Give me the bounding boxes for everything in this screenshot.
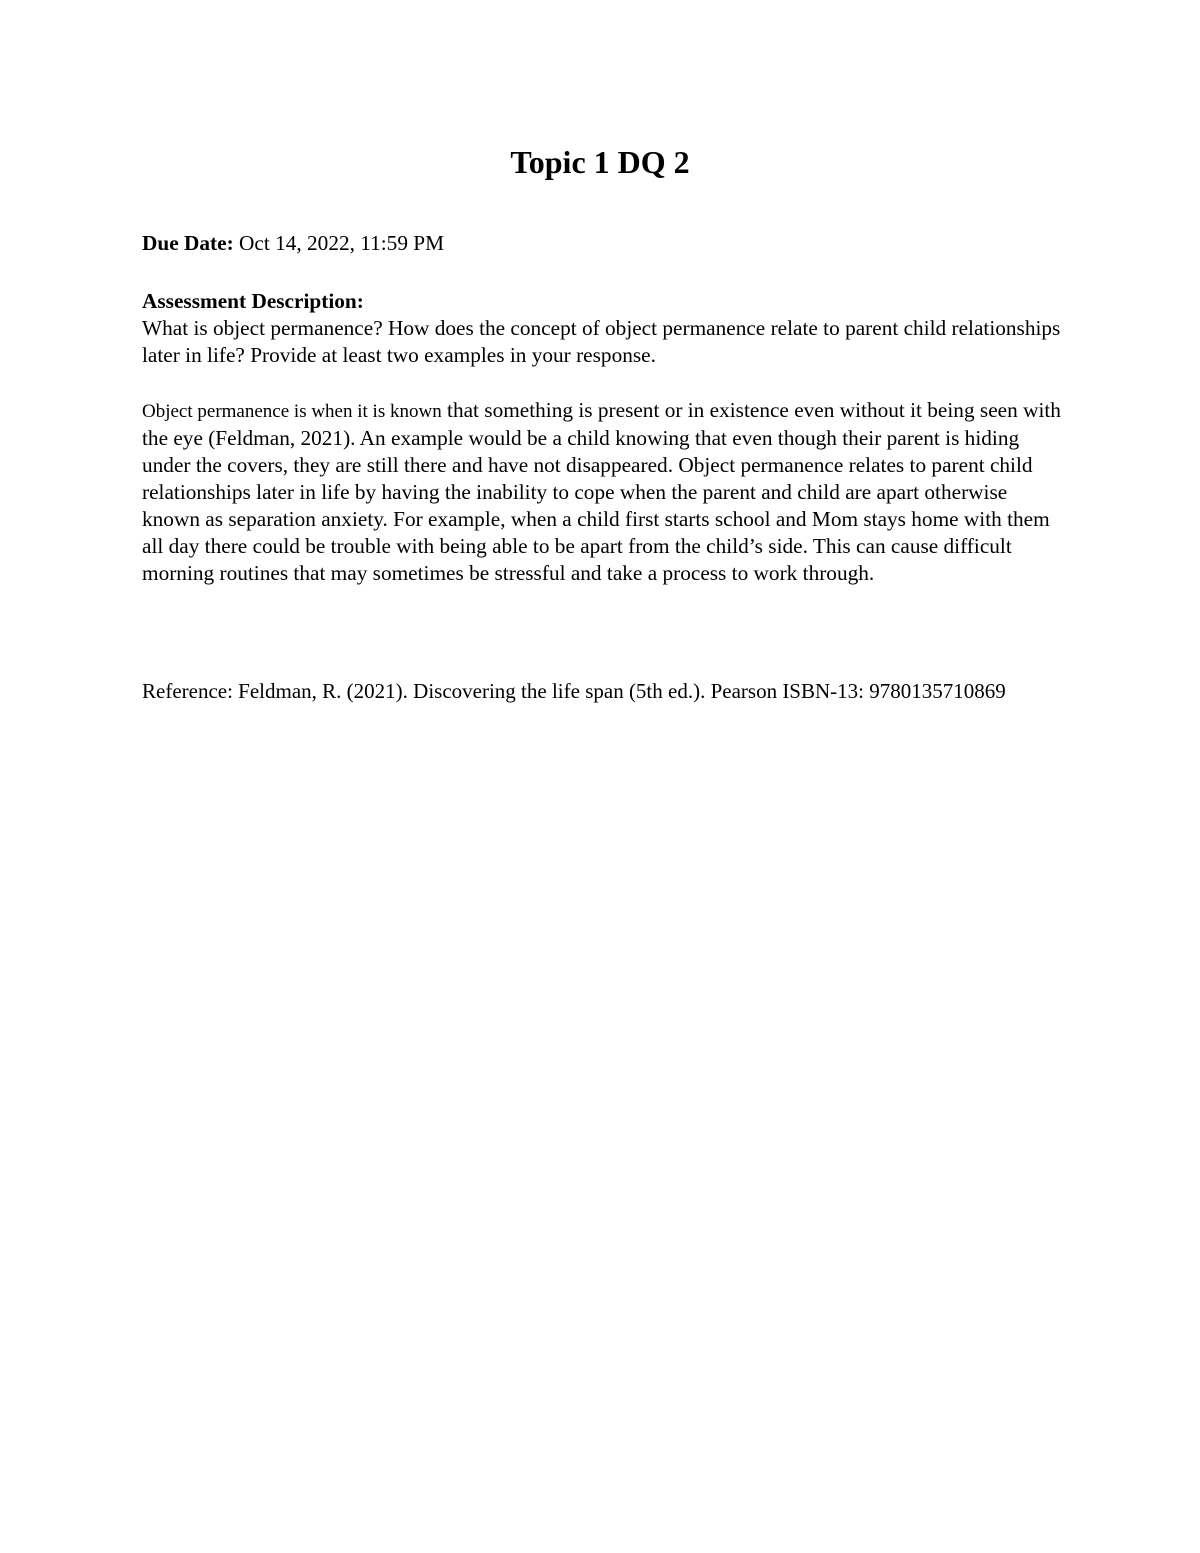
- document-body: [142, 230, 1062, 705]
- due-date-line: [142, 230, 1062, 257]
- response-body-text: that something is present or in existence even without it being seen with the eye (Feldman, 2021). An example would be a child knowing that even though their parent is hiding under the covers, they are still there and have not disappeared. Object permanence relates to parent child relationships later in life by having the inability to cope when the parent and child are apart otherwise known as separation anxiety. For example, when a child first starts school and Mom stays home with them all day there could be trouble with being able to be apart from the child’s side. This can cause difficult morning routines that may sometimes be stressful and take a process to work through.: [142, 398, 1061, 585]
- reference-citation: Reference: Feldman, R. (2021). Discovering the life span (5th ed.). Pearson ISBN-13: 9780135710869: [142, 679, 1006, 703]
- due-date-label: Due Date:: [142, 231, 234, 255]
- assessment-description-label: Assessment Description:: [142, 289, 364, 313]
- response-paragraph: [142, 397, 1062, 587]
- due-date-value: Oct 14, 2022, 11:59 PM: [239, 231, 445, 255]
- document-title: Topic 1 DQ 2: [510, 144, 690, 180]
- assessment-question: What is object permanence? How does the concept of object permanence relate to parent child relationships later in life? Provide at least two examples in your response.: [142, 316, 1061, 367]
- response-lead-text: Object permanence is when it is known: [142, 401, 442, 422]
- assessment-description: [142, 288, 1062, 369]
